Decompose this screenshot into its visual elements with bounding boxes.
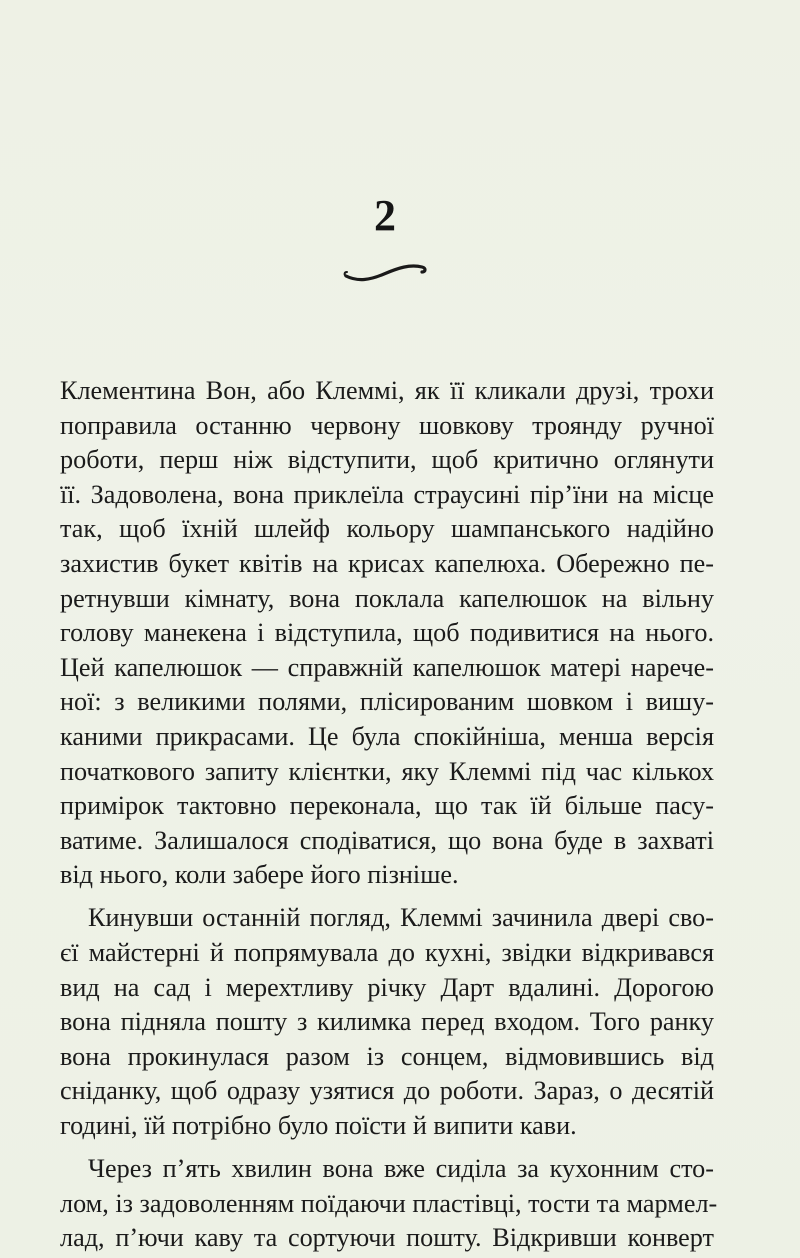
text-line: поправила останню червону шовкову троянду ручної bbox=[60, 410, 714, 440]
text-line: ватиме. Залишалося сподіватися, що вона буде в захваті bbox=[60, 825, 714, 855]
text-line: Цей капелюшок — справжній капелюшок матері нарече- bbox=[60, 652, 714, 682]
text-line: так, щоб їхній шлейф кольору шампанського надійно bbox=[60, 514, 714, 544]
chapter-ornament-swash bbox=[340, 258, 430, 284]
text-line: ної: з великими полями, плісированим шовком і вишу- bbox=[60, 687, 714, 717]
paragraph-3 bbox=[60, 1152, 718, 1256]
text-line: Клементина Вон, або Клеммі, як її кликали друзі, трохи bbox=[60, 376, 714, 405]
text-line: лад, п’ючи каву та сортуючи пошту. Відкривши конверт bbox=[60, 1223, 714, 1253]
text-line: каними прикрасами. Це була спокійніша, менша версія bbox=[60, 721, 714, 751]
text-line: вид на сад і мерехтливу річку Дарт вдалині. Дорогою bbox=[60, 972, 714, 1002]
body-text bbox=[60, 374, 718, 1256]
text-line: Через п’ять хвилин вона вже сиділа за кухонним сто- bbox=[88, 1154, 714, 1184]
paragraph-2 bbox=[60, 901, 714, 1143]
text-line: лом, із задоволенням поїдаючи пластівці, тости та мармел- bbox=[60, 1188, 718, 1218]
text-line: єї майстерні й попрямувала до кухні, звідки відкривався bbox=[60, 938, 714, 967]
text-line: її. Задоволена, вона приклеїла страусині пір’їни на місце bbox=[60, 479, 714, 509]
text-line: годині, їй потрібно було поїсти й випити кави. bbox=[60, 1110, 577, 1140]
text-line: сніданку, щоб одразу узятися до роботи. Зараз, о десятій bbox=[60, 1076, 714, 1106]
text-line: початкового запиту клієнтки, яку Клеммі під час кількох bbox=[60, 756, 714, 786]
text-line: Кинувши останній погляд, Клеммі зачинила двері сво- bbox=[88, 903, 714, 933]
chapter-number: 2 bbox=[374, 191, 396, 240]
text-line: вона підняла пошту з килимка перед входом. Того ранку bbox=[60, 1007, 714, 1037]
text-line: роботи, перш ніж відступити, щоб критично оглянути bbox=[60, 445, 714, 475]
text-line: примірок тактовно переконала, що так їй більше пасу- bbox=[60, 791, 714, 821]
text-line: ретнувши кімнату, вона поклала капелюшок на вільну bbox=[60, 583, 714, 613]
text-line: від нього, коли забере його пізніше. bbox=[60, 860, 459, 890]
text-line: вона прокинулася разом із сонцем, відмовившись від bbox=[60, 1041, 714, 1071]
text-line: захистив букет квітів на крисах капелюха. Обережно пе- bbox=[60, 548, 714, 578]
text-line: голову манекена і відступила, щоб подивитися на нього. bbox=[60, 618, 714, 648]
paragraph-1 bbox=[60, 374, 714, 893]
